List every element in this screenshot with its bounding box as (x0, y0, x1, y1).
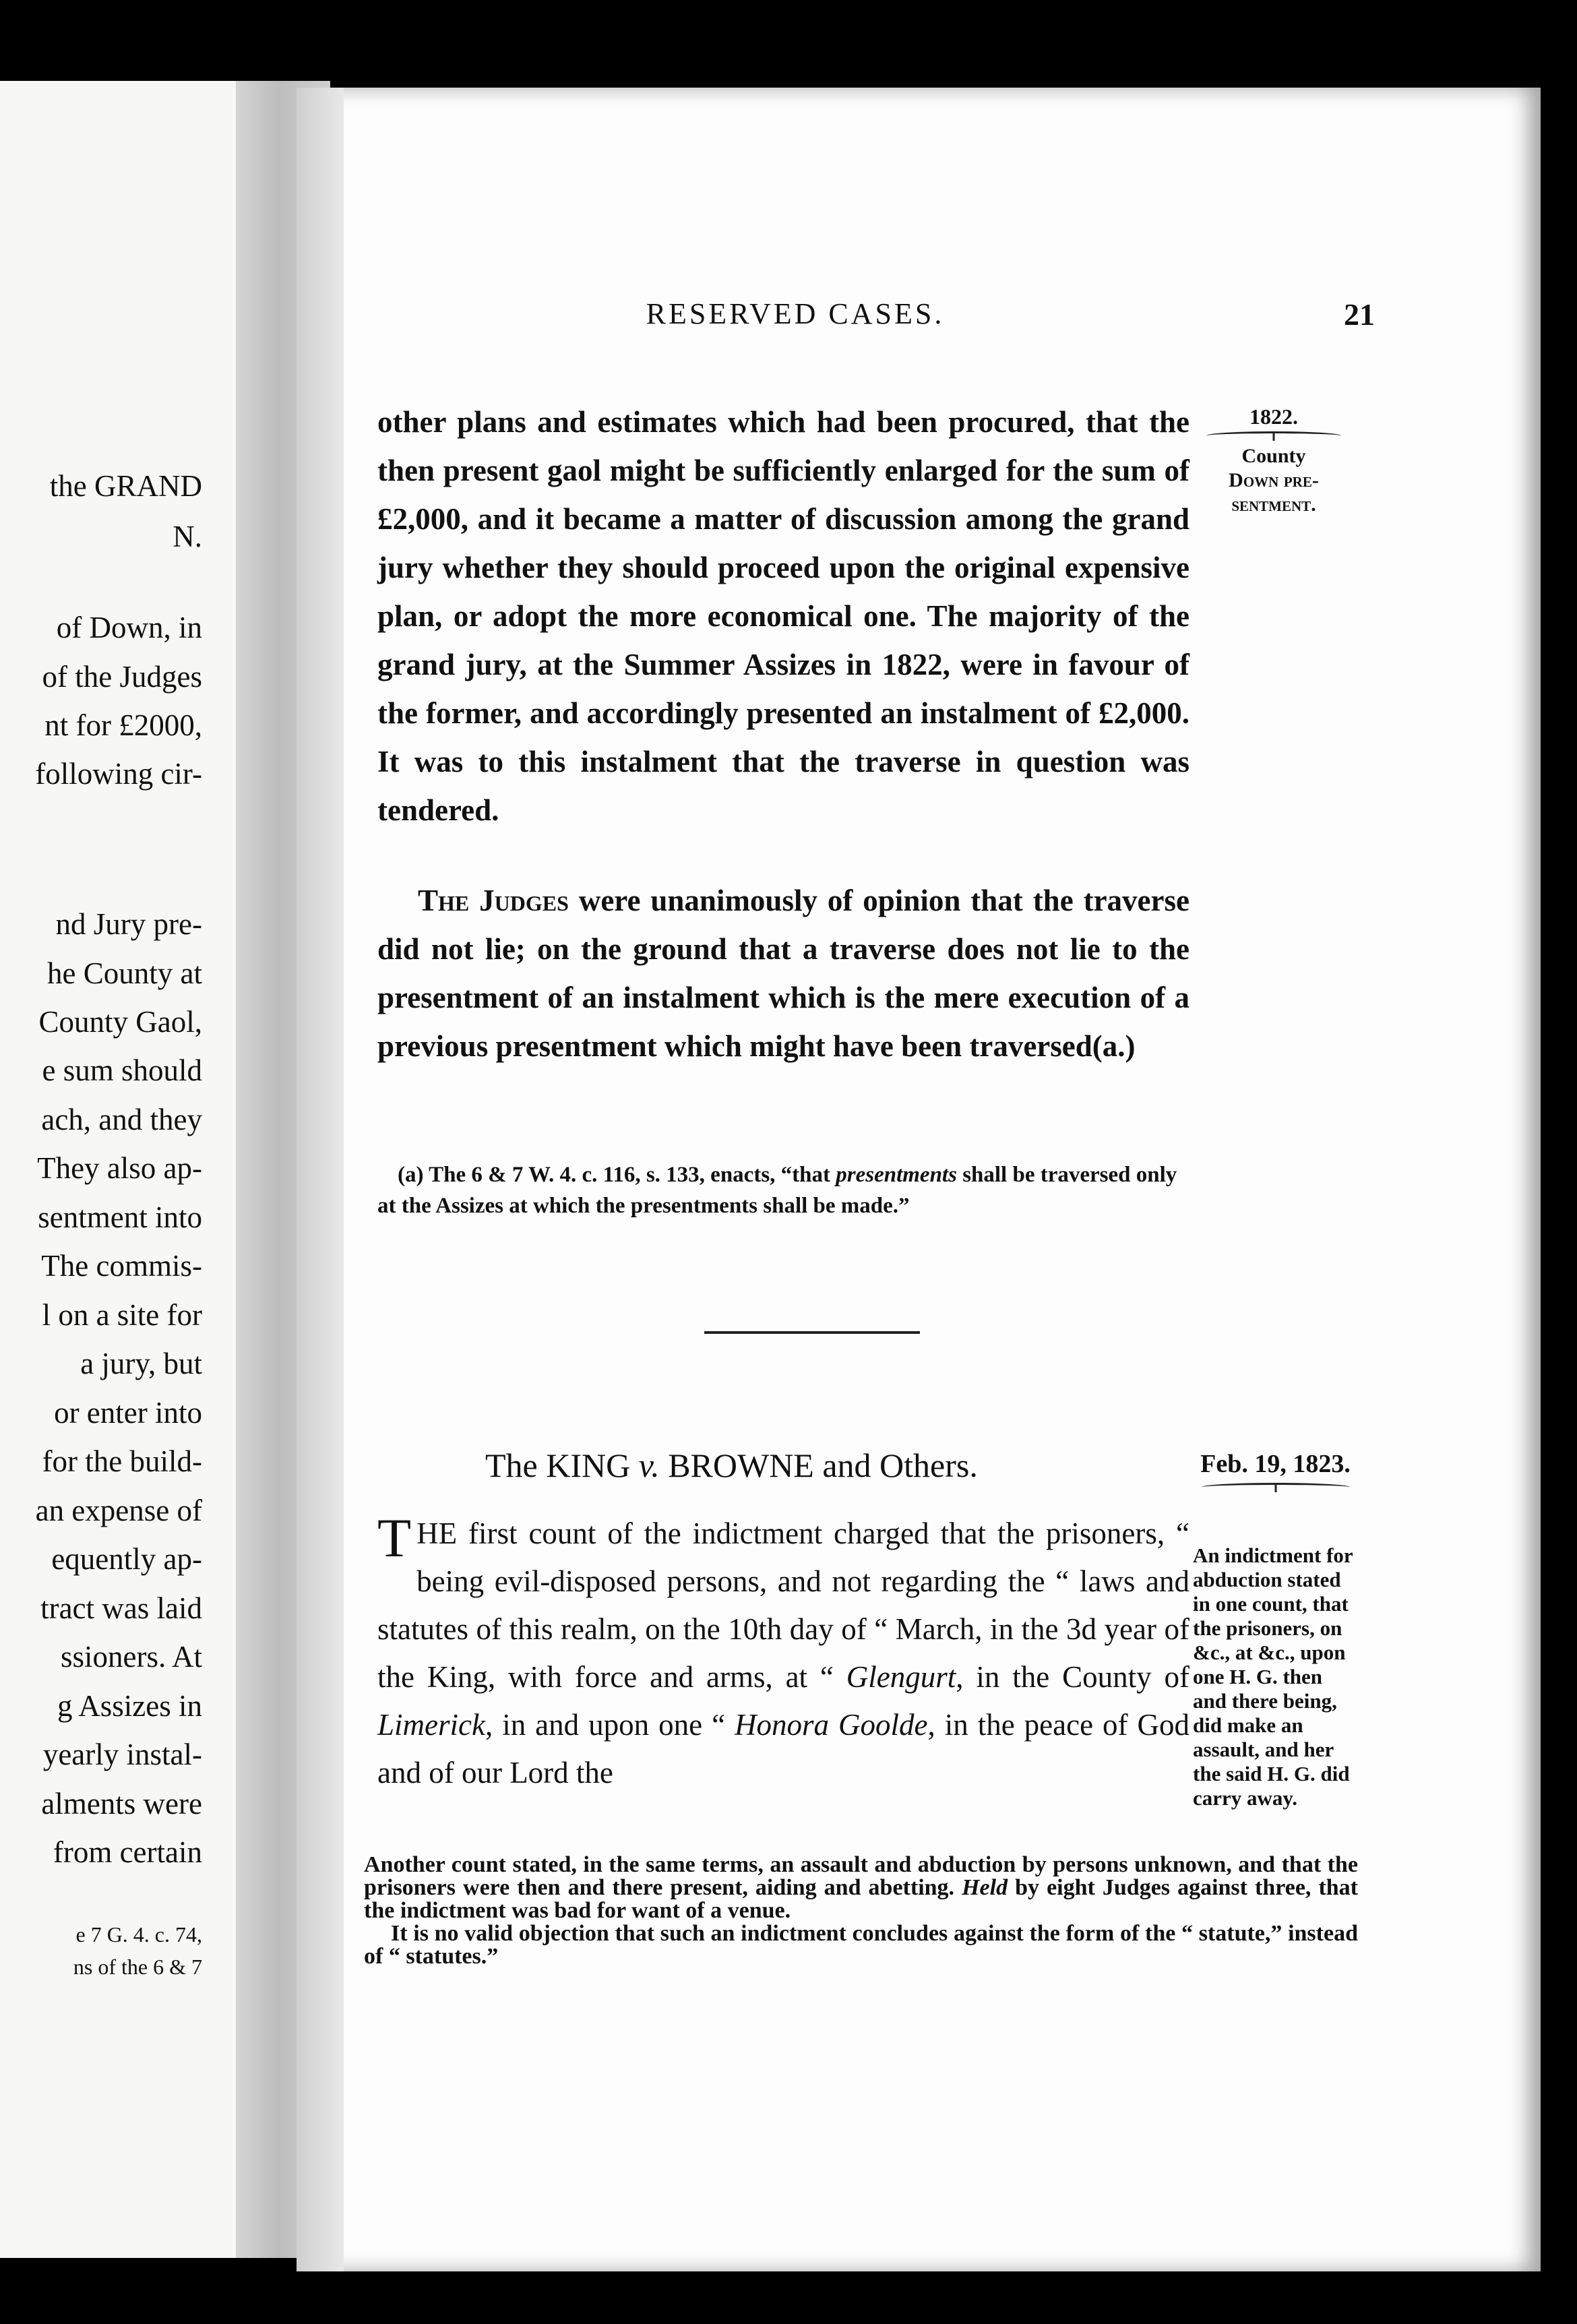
left-line: from certain (53, 1835, 202, 1869)
left-line: yearly instal- (42, 1738, 202, 1771)
case-title-versus: v. (638, 1446, 660, 1484)
right-page-gutter (297, 88, 344, 2271)
case-title (485, 1446, 978, 1485)
case-margin-note: An indictment for abduction stated in one count, that the prisoners, on &c., at &c., upon one H. G. then and there being, did make an assault, and her the said H. G. did carry away. (1193, 1543, 1353, 1810)
margin-year: 1822. (1249, 404, 1298, 429)
left-line: nd Jury pre- (55, 907, 202, 941)
footnote-text: shall be traversed only at the Assizes at which the presentments shall be made.” (377, 1163, 1177, 1218)
case-place: Limerick (377, 1708, 485, 1742)
footnote (377, 1159, 1189, 1221)
case-text: first count of the indictment charged that the prisoners, “ being evil-disposed persons, and not regarding the “ laws and statutes of this realm, on the 10th day of “ March, in the 3d year of the King, with force and arms, at “ (377, 1517, 1189, 1694)
left-line: equently ap- (51, 1542, 202, 1576)
case-text: , in and upon one “ (485, 1708, 735, 1742)
left-line: an expense of (35, 1494, 202, 1527)
section-divider (704, 1331, 920, 1334)
left-line: tract was laid (40, 1591, 202, 1625)
left-line: a jury, but (80, 1347, 202, 1380)
left-line: l on a site for (42, 1298, 202, 1332)
case-lead: HE (416, 1517, 458, 1550)
case-date-note (1196, 1449, 1355, 1496)
left-line: of Down, in (56, 611, 202, 644)
left-line: sentment into (38, 1200, 202, 1234)
brace-icon (1206, 431, 1341, 440)
margin-note-1822 (1203, 404, 1344, 517)
case-date: Feb. 19, 1823. (1200, 1450, 1351, 1478)
headnote-paragraph: It is no valid objection that such an indictment concludes against the form of the “ statute,” instead of “ statutes.” (364, 1921, 1358, 1969)
left-footnote-line: ns of the 6 & 7 (73, 1955, 202, 1979)
case-place: Glengurt (846, 1660, 956, 1694)
left-line: g Assizes in (57, 1689, 202, 1723)
footnote-italic: presentments (836, 1163, 957, 1187)
paragraph-1: other plans and estimates which had been procured, that the then present gaol might be sufficiently enlarged for the sum of £2,000, and it became a matter of discussion among the grand jury whether they should proceed upon the original expensive plan, or adopt the more economical one. The majority of the grand jury, at the Summer Assizes in 1822, were in favour of the former, and accordingly presented an instalment of £2,000. It was to this instalment that the traverse in question was tendered. (377, 405, 1189, 827)
left-line: N. (173, 520, 202, 553)
left-line: the GRAND (49, 469, 202, 503)
margin-note-line: County (1241, 445, 1306, 467)
margin-note-line: Down pre- (1229, 469, 1319, 491)
margin-note-line: sentment. (1231, 493, 1316, 516)
left-footnote-line: e 7 G. 4. c. 74, (75, 1922, 202, 1947)
headnote-italic: Held (962, 1875, 1008, 1900)
running-title: RESERVED CASES. (646, 297, 945, 330)
headnote-text: Another count stated, in the same terms, an assault and abduction by persons unknown, and that the prisoners were then and there present, aiding and abetting. (364, 1852, 1358, 1900)
case-title-prefix: The KING (485, 1446, 631, 1484)
paragraph-opinion (377, 876, 1189, 1070)
judges-lead: The Judges (418, 884, 569, 917)
left-line: ach, and they (41, 1103, 202, 1136)
footnote-marker: (a) (398, 1163, 424, 1187)
paragraph-continued (377, 398, 1189, 834)
headnote-paragraph (364, 1854, 1358, 1922)
left-line: ssioners. At (60, 1640, 202, 1674)
left-line: he County at (47, 956, 202, 990)
headnote-text: by eight Judges against three, that the indictment was bad for want of a venue. (364, 1875, 1358, 1923)
drop-cap: T (377, 1507, 412, 1568)
left-line: e sum should (42, 1053, 202, 1087)
case-text: , in the peace of God and of our Lord the (377, 1708, 1190, 1790)
brace-icon (1202, 1483, 1350, 1492)
page-number: 21 (1344, 297, 1375, 332)
case-body (377, 1507, 1190, 1797)
left-line: They also ap- (37, 1151, 202, 1185)
case-headnote (364, 1854, 1358, 1968)
left-line: of the Judges (42, 660, 202, 694)
left-line: The commis- (41, 1249, 202, 1283)
left-line: for the build- (42, 1444, 202, 1478)
left-line: County Gaol, (38, 1005, 202, 1039)
footnote-text: The 6 & 7 W. 4. c. 116, s. 133, enacts, “that (423, 1163, 836, 1187)
left-line: following cir- (35, 757, 202, 791)
paragraph-2-text: were unanimously of opinion that the traverse did not lie; on the ground that a traverse does not lie to the presentment of an instalment which is the mere execution of a previous presentment which might have been traversed(a.) (377, 884, 1189, 1063)
left-line: alments were (41, 1787, 202, 1821)
left-line: nt for £2000, (44, 708, 202, 742)
case-title-suffix: BROWNE and Others. (668, 1446, 978, 1484)
case-person: Honora Goolde (735, 1708, 928, 1742)
case-text: , in the County of (956, 1660, 1190, 1694)
left-line: or enter into (54, 1396, 202, 1430)
